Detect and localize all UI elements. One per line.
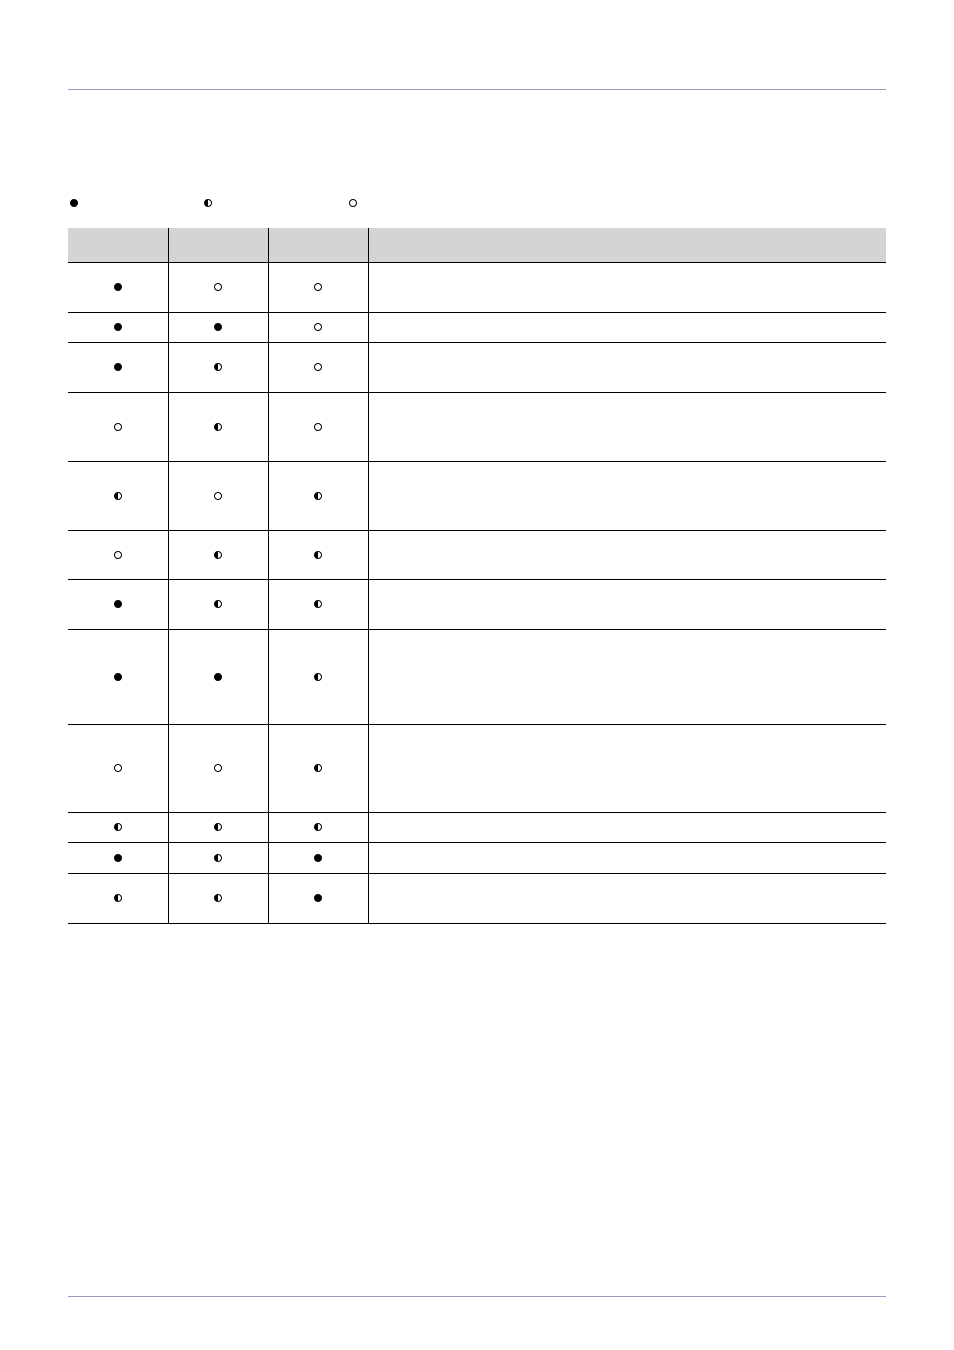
empty-circle-icon: [114, 423, 122, 431]
table-row: [68, 263, 886, 313]
empty-circle-icon: [349, 199, 357, 207]
status-cell: [268, 343, 368, 393]
description-cell: [368, 462, 886, 531]
half-circle-icon: [114, 492, 122, 500]
filled-circle-icon: [70, 199, 78, 207]
filled-circle-icon: [114, 323, 122, 331]
footer-rule: [68, 1296, 886, 1297]
table-row: [68, 343, 886, 393]
description-cell: [368, 313, 886, 343]
empty-circle-icon: [214, 492, 222, 500]
table-row: [68, 580, 886, 630]
status-cell: [68, 462, 168, 531]
status-cell: [168, 580, 268, 630]
empty-circle-icon: [214, 764, 222, 772]
table-row: [68, 313, 886, 343]
status-legend: [0, 194, 954, 206]
status-cell: [68, 813, 168, 843]
column-header-1: [68, 228, 168, 263]
status-cell: [68, 393, 168, 462]
half-circle-icon: [314, 492, 322, 500]
status-cell: [268, 580, 368, 630]
header-rule: [68, 89, 886, 90]
table-row: [68, 393, 886, 462]
filled-circle-icon: [114, 283, 122, 291]
status-cell: [168, 531, 268, 580]
table-row: [68, 874, 886, 924]
description-cell: [368, 531, 886, 580]
legend-item-on: [70, 194, 78, 212]
half-circle-icon: [214, 823, 222, 831]
empty-circle-icon: [314, 323, 322, 331]
half-circle-icon: [214, 551, 222, 559]
empty-circle-icon: [114, 764, 122, 772]
filled-circle-icon: [114, 600, 122, 608]
empty-circle-icon: [314, 283, 322, 291]
legend-item-blinking: [204, 194, 212, 212]
filled-circle-icon: [214, 323, 222, 331]
half-circle-icon: [204, 199, 212, 207]
table-row: [68, 630, 886, 725]
half-circle-icon: [214, 423, 222, 431]
filled-circle-icon: [214, 673, 222, 681]
empty-circle-icon: [214, 283, 222, 291]
status-cell: [268, 843, 368, 874]
half-circle-icon: [314, 823, 322, 831]
status-cell: [168, 725, 268, 813]
table-row: [68, 843, 886, 874]
status-cell: [68, 630, 168, 725]
status-cell: [268, 313, 368, 343]
status-cell: [168, 263, 268, 313]
filled-circle-icon: [314, 854, 322, 862]
status-cell: [68, 874, 168, 924]
filled-circle-icon: [114, 363, 122, 371]
half-circle-icon: [214, 894, 222, 902]
half-circle-icon: [114, 823, 122, 831]
status-cell: [168, 343, 268, 393]
half-circle-icon: [214, 600, 222, 608]
empty-circle-icon: [314, 363, 322, 371]
half-circle-icon: [114, 894, 122, 902]
description-cell: [368, 580, 886, 630]
status-cell: [268, 531, 368, 580]
description-cell: [368, 343, 886, 393]
status-cell: [168, 393, 268, 462]
status-cell: [68, 843, 168, 874]
legend-item-off: [349, 194, 357, 212]
table-header-row: [68, 228, 886, 263]
filled-circle-icon: [314, 894, 322, 902]
table-row: [68, 462, 886, 531]
status-cell: [168, 813, 268, 843]
status-cell: [268, 813, 368, 843]
half-circle-icon: [214, 854, 222, 862]
table-row: [68, 725, 886, 813]
status-cell: [168, 462, 268, 531]
status-cell: [68, 531, 168, 580]
status-cell: [168, 843, 268, 874]
description-cell: [368, 813, 886, 843]
empty-circle-icon: [314, 423, 322, 431]
half-circle-icon: [314, 673, 322, 681]
status-cell: [268, 393, 368, 462]
status-cell: [168, 630, 268, 725]
status-cell: [68, 580, 168, 630]
half-circle-icon: [314, 600, 322, 608]
status-cell: [68, 313, 168, 343]
status-cell: [268, 462, 368, 531]
description-cell: [368, 630, 886, 725]
empty-circle-icon: [114, 551, 122, 559]
filled-circle-icon: [114, 854, 122, 862]
status-cell: [168, 874, 268, 924]
table-row: [68, 813, 886, 843]
status-cell: [68, 725, 168, 813]
description-cell: [368, 393, 886, 462]
column-header-3: [268, 228, 368, 263]
column-header-description: [368, 228, 886, 263]
half-circle-icon: [314, 764, 322, 772]
status-cell: [268, 725, 368, 813]
status-cell: [68, 343, 168, 393]
status-cell: [168, 313, 268, 343]
description-cell: [368, 843, 886, 874]
half-circle-icon: [214, 363, 222, 371]
status-cell: [268, 263, 368, 313]
status-table: [68, 228, 886, 924]
half-circle-icon: [314, 551, 322, 559]
description-cell: [368, 725, 886, 813]
status-cell: [68, 263, 168, 313]
column-header-2: [168, 228, 268, 263]
table-row: [68, 531, 886, 580]
description-cell: [368, 263, 886, 313]
filled-circle-icon: [114, 673, 122, 681]
status-cell: [268, 874, 368, 924]
description-cell: [368, 874, 886, 924]
status-cell: [268, 630, 368, 725]
